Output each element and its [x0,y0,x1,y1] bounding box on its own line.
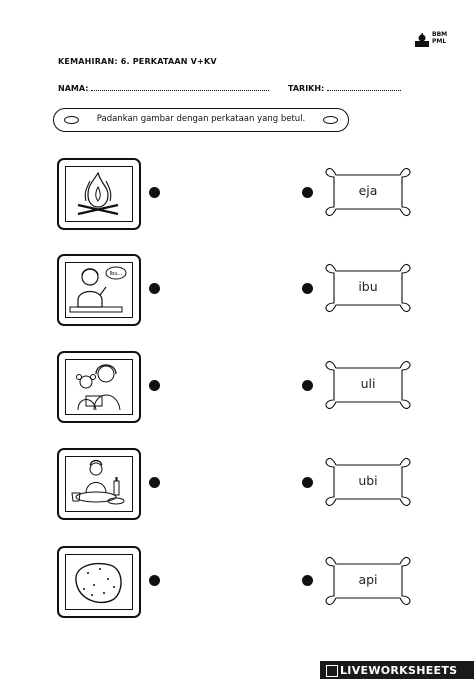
bbm-logo [414,30,454,52]
name-label: NAMA: [58,84,89,93]
left-dot-2[interactable] [149,283,160,294]
right-dot-3[interactable] [302,380,313,391]
liveworksheets-logo-icon [326,665,338,677]
right-dot-2[interactable] [302,283,313,294]
mother-and-children-icon [66,360,130,412]
left-dot-5[interactable] [149,575,160,586]
sweet-potato-icon [66,555,130,607]
name-field [58,83,269,93]
instruction-text: Padankan gambar dengan perkataan yang betul. [96,114,306,124]
word-label-3: uli [360,376,376,391]
word-label-2: ibu [358,279,378,294]
picture-3 [57,351,141,423]
right-dot-4[interactable] [302,477,313,488]
instruction-box [53,108,349,132]
worksheet-title: KEMAHIRAN: 6. PERKATAAN V+KV [58,57,217,66]
right-dot-5[interactable] [302,575,313,586]
left-dot-4[interactable] [149,477,160,488]
word-card-3 [320,360,416,410]
picture-5 [57,546,141,618]
woman-cooking-icon [66,457,130,509]
word-card-1 [320,167,416,217]
word-card-2 [320,263,416,313]
logo-line-2: PML [432,38,447,45]
liveworksheets-banner[interactable] [320,661,474,679]
apple-books-icon [414,32,430,48]
mother-speaking-icon [66,263,130,315]
speech-text: Ibu... [109,271,123,277]
right-dot-1[interactable] [302,187,313,198]
word-label-4: ubi [358,473,378,488]
date-field [288,83,401,93]
word-label-1: eja [358,183,378,198]
word-card-5 [320,556,416,606]
picture-4 [57,448,141,520]
picture-2 [57,254,141,326]
picture-1 [57,158,141,230]
word-label-5: api [358,572,378,587]
word-card-4 [320,457,416,507]
left-dot-1[interactable] [149,187,160,198]
date-label: TARIKH: [288,84,325,93]
date-line[interactable] [327,83,401,91]
campfire-icon [66,167,130,219]
name-line[interactable] [91,83,269,91]
brand-text: LIVEWORKSHEETS [340,664,458,677]
logo-line-1: BBM [432,31,448,38]
oval-right-icon [323,116,338,124]
left-dot-3[interactable] [149,380,160,391]
